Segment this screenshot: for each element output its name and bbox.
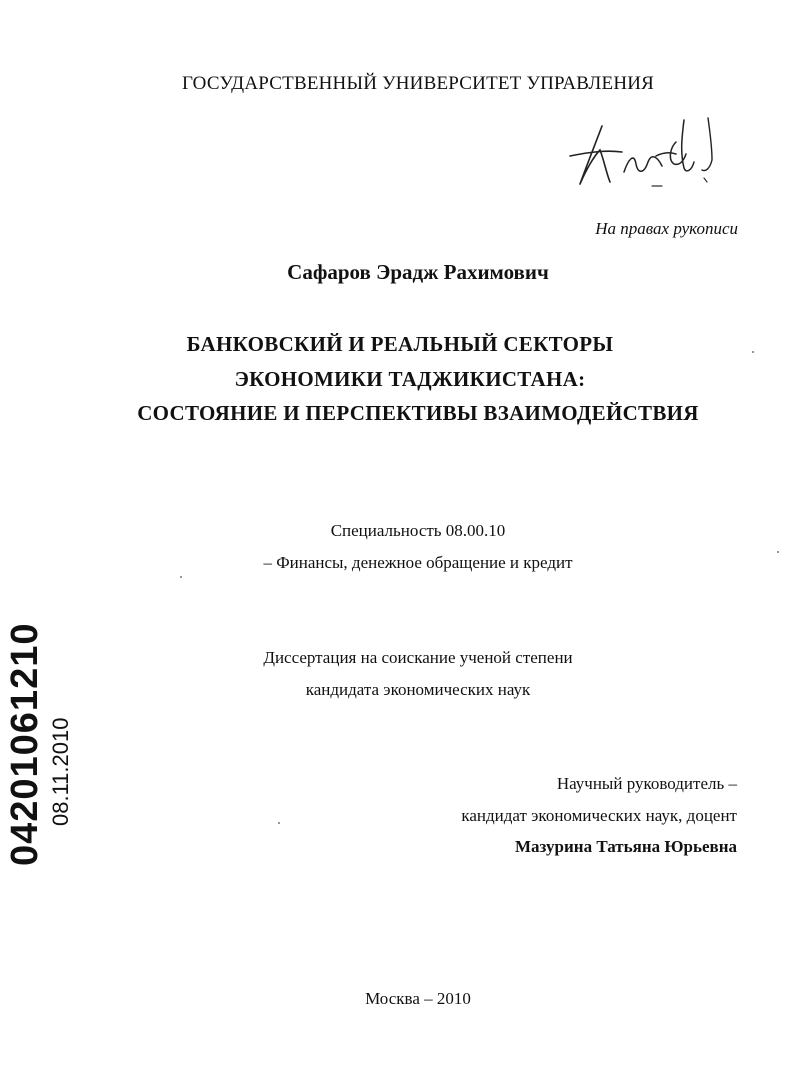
university-name: ГОСУДАРСТВЕННЫЙ УНИВЕРСИТЕТ УПРАВЛЕНИЯ <box>181 73 655 94</box>
degree-line-2: кандидата экономических наук <box>305 680 531 699</box>
thesis-title-line-2: ЭКОНОМИКИ ТАДЖИКИСТАНА: <box>234 367 586 391</box>
degree-line-1: Диссертация на соискание ученой степени <box>263 648 573 667</box>
manuscript-rights-note: На правах рукописи <box>595 219 738 238</box>
thesis-title-line-3: СОСТОЯНИЕ И ПЕРСПЕКТИВЫ ВЗАИМОДЕЙСТВИЯ <box>137 401 699 425</box>
author-name: Сафаров Эрадж Рахимович <box>287 260 549 284</box>
scan-speck <box>777 551 779 553</box>
scan-speck <box>278 822 280 824</box>
stamp-date: 08.11.2010 <box>48 717 73 826</box>
specialty-name: – Финансы, денежное обращение и кредит <box>263 553 573 572</box>
stamp-code: 04201061210 <box>4 622 46 866</box>
supervisor-role: Научный руководитель – <box>556 774 737 793</box>
city-year: Москва – 2010 <box>365 989 471 1008</box>
thesis-title-line-1: БАНКОВСКИЙ И РЕАЛЬНЫЙ СЕКТОРЫ <box>186 332 614 356</box>
specialty-code: Специальность 08.00.10 <box>330 521 506 540</box>
scan-speck <box>752 351 754 353</box>
supervisor-name: Мазурина Татьяна Юрьевна <box>515 837 737 856</box>
scan-speck <box>180 576 182 578</box>
library-stamp <box>4 542 73 974</box>
supervisor-rank: кандидат экономических наук, доцент <box>461 806 737 825</box>
handwritten-signature <box>566 112 726 196</box>
